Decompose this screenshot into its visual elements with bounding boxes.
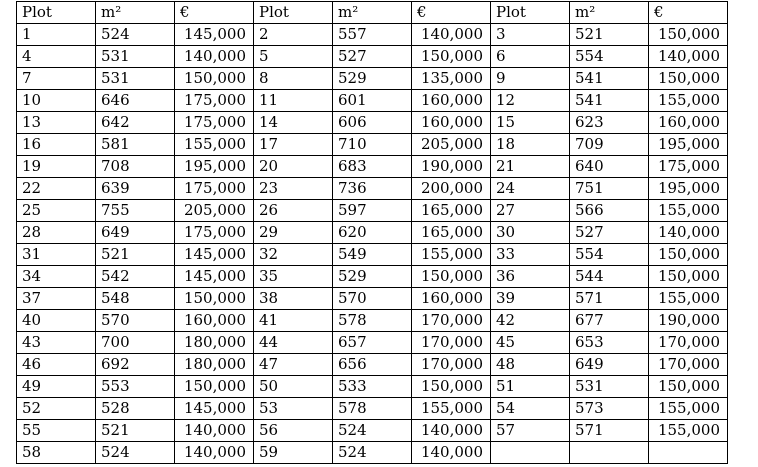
plot-number-cell: 23 (254, 178, 333, 200)
price-cell: 140,000 (412, 420, 491, 442)
area-cell: 557 (333, 24, 412, 46)
area-cell: 554 (570, 244, 649, 266)
price-cell: 160,000 (649, 112, 728, 134)
price-cell: 150,000 (649, 266, 728, 288)
area-cell: 521 (96, 420, 175, 442)
price-cell: 205,000 (175, 200, 254, 222)
plot-number-cell: 10 (17, 90, 96, 112)
plot-number-cell: 21 (491, 156, 570, 178)
area-cell: 606 (333, 112, 412, 134)
table-row (17, 266, 728, 288)
price-cell: 175,000 (175, 112, 254, 134)
plots-table-body (17, 24, 728, 464)
plot-number-cell: 29 (254, 222, 333, 244)
price-cell: 180,000 (175, 354, 254, 376)
price-cell: 145,000 (175, 244, 254, 266)
plot-number-cell: 31 (17, 244, 96, 266)
price-cell: 170,000 (649, 354, 728, 376)
area-cell: 527 (333, 46, 412, 68)
area-cell: 692 (96, 354, 175, 376)
table-row (17, 288, 728, 310)
plot-number-cell: 53 (254, 398, 333, 420)
table-row (17, 112, 728, 134)
plot-number-cell: 49 (17, 376, 96, 398)
plot-number-cell: 3 (491, 24, 570, 46)
plot-number-cell: 16 (17, 134, 96, 156)
area-cell: 527 (570, 222, 649, 244)
price-cell: 155,000 (175, 134, 254, 156)
table-row (17, 310, 728, 332)
table-row (17, 200, 728, 222)
price-cell: 150,000 (412, 46, 491, 68)
area-cell: 571 (570, 420, 649, 442)
plot-number-cell: 34 (17, 266, 96, 288)
area-cell: 700 (96, 332, 175, 354)
price-cell: 140,000 (175, 46, 254, 68)
price-cell: 170,000 (412, 332, 491, 354)
plot-number-cell: 59 (254, 442, 333, 464)
area-cell: 521 (96, 244, 175, 266)
price-cell (649, 442, 728, 464)
plot-number-cell: 9 (491, 68, 570, 90)
price-cell: 140,000 (649, 46, 728, 68)
area-cell: 578 (333, 310, 412, 332)
column-header-plot: Plot (17, 2, 96, 24)
area-cell: 677 (570, 310, 649, 332)
price-cell: 135,000 (412, 68, 491, 90)
area-cell: 736 (333, 178, 412, 200)
table-row (17, 134, 728, 156)
price-cell: 140,000 (175, 420, 254, 442)
area-cell: 570 (333, 288, 412, 310)
price-cell: 160,000 (412, 112, 491, 134)
area-cell: 656 (333, 354, 412, 376)
plot-number-cell: 17 (254, 134, 333, 156)
plot-number-cell: 58 (17, 442, 96, 464)
area-cell: 751 (570, 178, 649, 200)
price-cell: 195,000 (175, 156, 254, 178)
plots-table (16, 1, 728, 464)
plot-number-cell: 19 (17, 156, 96, 178)
plot-number-cell: 27 (491, 200, 570, 222)
plot-number-cell: 36 (491, 266, 570, 288)
table-row (17, 332, 728, 354)
area-cell: 581 (96, 134, 175, 156)
area-cell: 566 (570, 200, 649, 222)
area-cell: 553 (96, 376, 175, 398)
table-row (17, 376, 728, 398)
price-cell: 150,000 (649, 244, 728, 266)
price-cell: 170,000 (412, 310, 491, 332)
plot-number-cell: 2 (254, 24, 333, 46)
area-cell: 531 (570, 376, 649, 398)
plot-number-cell: 38 (254, 288, 333, 310)
plot-number-cell: 37 (17, 288, 96, 310)
area-cell: 646 (96, 90, 175, 112)
plot-number-cell: 42 (491, 310, 570, 332)
area-cell: 623 (570, 112, 649, 134)
plot-number-cell: 24 (491, 178, 570, 200)
price-cell: 150,000 (412, 266, 491, 288)
price-cell: 140,000 (175, 442, 254, 464)
column-header-price: € (649, 2, 728, 24)
price-cell: 160,000 (412, 288, 491, 310)
area-cell: 639 (96, 178, 175, 200)
plot-number-cell: 43 (17, 332, 96, 354)
table-row (17, 244, 728, 266)
plot-number-cell: 22 (17, 178, 96, 200)
table-row (17, 442, 728, 464)
plot-number-cell: 51 (491, 376, 570, 398)
plot-number-cell: 44 (254, 332, 333, 354)
price-cell: 145,000 (175, 266, 254, 288)
price-cell: 160,000 (175, 310, 254, 332)
plot-number-cell: 20 (254, 156, 333, 178)
price-cell: 175,000 (175, 90, 254, 112)
price-cell: 195,000 (649, 134, 728, 156)
price-cell: 200,000 (412, 178, 491, 200)
price-cell: 190,000 (412, 156, 491, 178)
table-row (17, 156, 728, 178)
plot-number-cell: 8 (254, 68, 333, 90)
column-header-area: m² (333, 2, 412, 24)
price-cell: 150,000 (175, 288, 254, 310)
area-cell: 709 (570, 134, 649, 156)
plot-number-cell: 30 (491, 222, 570, 244)
table-row (17, 398, 728, 420)
area-cell: 544 (570, 266, 649, 288)
price-cell: 150,000 (175, 376, 254, 398)
price-cell: 155,000 (412, 244, 491, 266)
plot-number-cell: 50 (254, 376, 333, 398)
plot-number-cell: 32 (254, 244, 333, 266)
column-header-plot: Plot (491, 2, 570, 24)
area-cell: 549 (333, 244, 412, 266)
price-cell: 150,000 (175, 68, 254, 90)
plot-number-cell: 12 (491, 90, 570, 112)
price-cell: 140,000 (412, 442, 491, 464)
price-cell: 155,000 (649, 200, 728, 222)
plot-number-cell: 52 (17, 398, 96, 420)
plot-number-cell: 26 (254, 200, 333, 222)
plot-number-cell: 47 (254, 354, 333, 376)
plot-number-cell: 33 (491, 244, 570, 266)
plot-number-cell: 46 (17, 354, 96, 376)
header-row (17, 2, 728, 24)
area-cell: 531 (96, 68, 175, 90)
plot-number-cell: 4 (17, 46, 96, 68)
table-row (17, 354, 728, 376)
area-cell: 755 (96, 200, 175, 222)
area-cell: 524 (333, 442, 412, 464)
plot-number-cell: 25 (17, 200, 96, 222)
price-cell: 170,000 (412, 354, 491, 376)
area-cell: 597 (333, 200, 412, 222)
area-cell: 541 (570, 68, 649, 90)
plot-number-cell: 48 (491, 354, 570, 376)
area-cell: 620 (333, 222, 412, 244)
area-cell: 570 (96, 310, 175, 332)
area-cell: 642 (96, 112, 175, 134)
column-header-area: m² (570, 2, 649, 24)
price-cell: 150,000 (412, 376, 491, 398)
table-row (17, 222, 728, 244)
area-cell: 601 (333, 90, 412, 112)
price-cell: 150,000 (649, 24, 728, 46)
price-cell: 155,000 (649, 420, 728, 442)
area-cell: 531 (96, 46, 175, 68)
price-cell: 150,000 (649, 376, 728, 398)
area-cell: 573 (570, 398, 649, 420)
plot-number-cell: 13 (17, 112, 96, 134)
column-header-price: € (175, 2, 254, 24)
price-cell: 145,000 (175, 398, 254, 420)
area-cell: 578 (333, 398, 412, 420)
area-cell: 524 (96, 24, 175, 46)
area-cell: 657 (333, 332, 412, 354)
price-cell: 205,000 (412, 134, 491, 156)
plot-number-cell: 7 (17, 68, 96, 90)
area-cell: 571 (570, 288, 649, 310)
price-cell: 160,000 (412, 90, 491, 112)
plot-number-cell: 57 (491, 420, 570, 442)
area-cell: 548 (96, 288, 175, 310)
plot-number-cell: 1 (17, 24, 96, 46)
area-cell: 541 (570, 90, 649, 112)
plot-number-cell: 56 (254, 420, 333, 442)
table-row (17, 24, 728, 46)
table-row (17, 46, 728, 68)
plot-number-cell: 11 (254, 90, 333, 112)
price-cell: 175,000 (175, 222, 254, 244)
column-header-plot: Plot (254, 2, 333, 24)
price-cell: 140,000 (412, 24, 491, 46)
area-cell: 640 (570, 156, 649, 178)
table-row (17, 420, 728, 442)
price-cell: 155,000 (412, 398, 491, 420)
area-cell: 653 (570, 332, 649, 354)
plot-number-cell: 41 (254, 310, 333, 332)
area-cell: 529 (333, 68, 412, 90)
price-cell: 195,000 (649, 178, 728, 200)
table-row (17, 178, 728, 200)
area-cell: 524 (96, 442, 175, 464)
area-cell: 521 (570, 24, 649, 46)
area-cell: 524 (333, 420, 412, 442)
area-cell: 649 (96, 222, 175, 244)
column-header-area: m² (96, 2, 175, 24)
price-cell: 190,000 (649, 310, 728, 332)
price-cell: 165,000 (412, 222, 491, 244)
plot-number-cell: 14 (254, 112, 333, 134)
price-cell: 175,000 (649, 156, 728, 178)
plot-number-cell: 54 (491, 398, 570, 420)
table-row (17, 90, 728, 112)
area-cell (570, 442, 649, 464)
plot-number-cell: 5 (254, 46, 333, 68)
plot-number-cell: 18 (491, 134, 570, 156)
price-cell: 170,000 (649, 332, 728, 354)
price-cell: 145,000 (175, 24, 254, 46)
area-cell: 710 (333, 134, 412, 156)
area-cell: 533 (333, 376, 412, 398)
column-header-price: € (412, 2, 491, 24)
area-cell: 683 (333, 156, 412, 178)
area-cell: 554 (570, 46, 649, 68)
price-cell: 180,000 (175, 332, 254, 354)
plot-number-cell: 39 (491, 288, 570, 310)
price-cell: 165,000 (412, 200, 491, 222)
price-cell: 150,000 (649, 68, 728, 90)
plot-number-cell: 35 (254, 266, 333, 288)
plot-number-cell: 40 (17, 310, 96, 332)
price-cell: 155,000 (649, 288, 728, 310)
plot-number-cell: 28 (17, 222, 96, 244)
price-cell: 175,000 (175, 178, 254, 200)
area-cell: 649 (570, 354, 649, 376)
area-cell: 528 (96, 398, 175, 420)
area-cell: 529 (333, 266, 412, 288)
plot-number-cell: 55 (17, 420, 96, 442)
plot-number-cell: 15 (491, 112, 570, 134)
plot-number-cell: 45 (491, 332, 570, 354)
price-cell: 155,000 (649, 90, 728, 112)
price-cell: 140,000 (649, 222, 728, 244)
area-cell: 542 (96, 266, 175, 288)
plot-number-cell: 6 (491, 46, 570, 68)
price-cell: 155,000 (649, 398, 728, 420)
table-row (17, 68, 728, 90)
plot-number-cell (491, 442, 570, 464)
area-cell: 708 (96, 156, 175, 178)
